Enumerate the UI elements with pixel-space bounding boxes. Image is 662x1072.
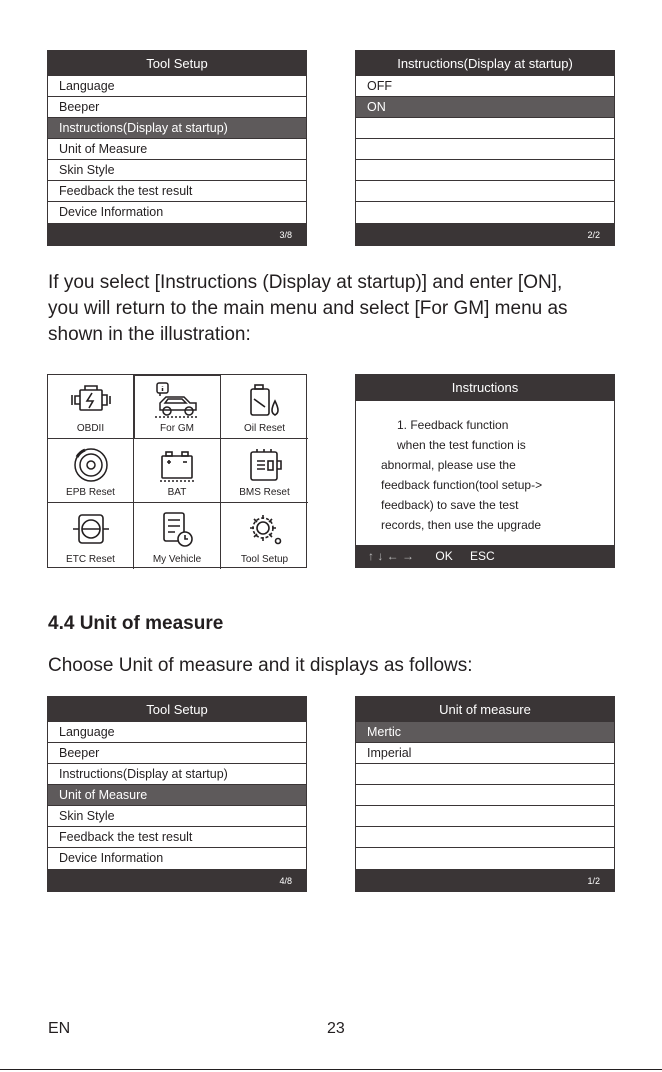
menu-item-language[interactable]: Language bbox=[48, 722, 306, 743]
empty-row bbox=[356, 139, 614, 160]
main-menu-grid bbox=[47, 374, 307, 568]
option-off[interactable]: OFF bbox=[356, 76, 614, 97]
menu-tile-tool-setup[interactable] bbox=[221, 503, 308, 569]
menu-tile-bms-reset[interactable] bbox=[221, 439, 308, 503]
menu-item-feedback[interactable]: Feedback the test result bbox=[48, 181, 306, 202]
tile-label: BAT bbox=[167, 487, 187, 498]
instructions-footer bbox=[356, 545, 614, 567]
tile-label: For GM bbox=[160, 423, 194, 434]
menu-tile-obdii[interactable] bbox=[48, 375, 134, 439]
footer-divider bbox=[0, 1069, 662, 1070]
menu-item-device-information[interactable]: Device Information bbox=[48, 202, 306, 223]
menu-item-skin-style[interactable]: Skin Style bbox=[48, 160, 306, 181]
page-indicator: 3/8 bbox=[48, 223, 306, 245]
section-heading: 4.4 Unit of measure bbox=[48, 613, 224, 634]
description-paragraph bbox=[48, 270, 618, 348]
empty-row bbox=[356, 202, 614, 223]
menu-item-feedback[interactable]: Feedback the test result bbox=[48, 827, 306, 848]
screen-title: Tool Setup bbox=[48, 51, 306, 76]
menu-tile-etc-reset[interactable] bbox=[48, 503, 134, 569]
menu-tile-oil-reset[interactable] bbox=[221, 375, 308, 439]
empty-row bbox=[356, 848, 614, 869]
tile-label: EPB Reset bbox=[66, 487, 115, 498]
tool-setup-screen-2 bbox=[47, 696, 307, 892]
instructions-screen bbox=[355, 374, 615, 568]
screen-title: Instructions bbox=[356, 375, 614, 400]
menu-item-beeper[interactable]: Beeper bbox=[48, 97, 306, 118]
menu-tile-epb-reset[interactable] bbox=[48, 439, 134, 503]
empty-row bbox=[356, 785, 614, 806]
menu-tile-for-gm[interactable] bbox=[134, 375, 221, 439]
instructions-line: records, then use the upgrade bbox=[381, 518, 542, 532]
instructions-line: when the test function is bbox=[397, 438, 526, 452]
gear-icon bbox=[245, 511, 285, 547]
tile-label: OBDII bbox=[76, 423, 105, 434]
option-metric[interactable]: Mertic bbox=[356, 722, 614, 743]
screen-title: Unit of measure bbox=[356, 697, 614, 722]
empty-row bbox=[356, 764, 614, 785]
bms-icon bbox=[245, 447, 285, 483]
menu-item-beeper[interactable]: Beeper bbox=[48, 743, 306, 764]
empty-row bbox=[356, 806, 614, 827]
instructions-line: abnormal, please use the bbox=[381, 458, 516, 472]
language-label: EN bbox=[48, 1020, 71, 1037]
empty-row bbox=[356, 827, 614, 848]
tool-setup-screen-1 bbox=[47, 50, 307, 246]
option-imperial[interactable]: Imperial bbox=[356, 743, 614, 764]
paragraph-line: you will return to the main menu and select [For GM] menu as bbox=[48, 298, 568, 319]
battery-icon bbox=[157, 447, 197, 483]
tile-label: Tool Setup bbox=[240, 554, 289, 565]
throttle-icon bbox=[71, 511, 111, 547]
empty-row bbox=[356, 118, 614, 139]
instructions-line: 1. Feedback function bbox=[397, 418, 509, 432]
tile-label: ETC Reset bbox=[66, 554, 115, 565]
menu-item-unit-of-measure[interactable]: Unit of Measure bbox=[48, 785, 306, 806]
tile-label: My Vehicle bbox=[152, 554, 202, 565]
menu-item-language[interactable]: Language bbox=[48, 76, 306, 97]
unit-of-measure-screen bbox=[355, 696, 615, 892]
menu-item-instructions[interactable]: Instructions(Display at startup) bbox=[48, 764, 306, 785]
tile-label: Oil Reset bbox=[243, 423, 286, 434]
engine-icon bbox=[69, 383, 113, 417]
menu-tile-bat[interactable] bbox=[134, 439, 221, 503]
paragraph-line: shown in the illustration: bbox=[48, 324, 251, 345]
instructions-setting-screen bbox=[355, 50, 615, 246]
instructions-body bbox=[356, 400, 614, 546]
menu-tile-my-vehicle[interactable] bbox=[134, 503, 221, 569]
screen-title: Tool Setup bbox=[48, 697, 306, 722]
tile-label: BMS Reset bbox=[239, 487, 290, 498]
esc-button[interactable]: ESC bbox=[470, 549, 495, 563]
screen-title: Instructions(Display at startup) bbox=[356, 51, 614, 76]
section-paragraph: Choose Unit of measure and it displays as follows: bbox=[48, 655, 473, 676]
brake-disc-icon bbox=[71, 447, 111, 483]
oil-can-icon bbox=[245, 383, 285, 421]
empty-row bbox=[356, 181, 614, 202]
page-indicator: 2/2 bbox=[356, 223, 614, 245]
menu-item-unit-of-measure[interactable]: Unit of Measure bbox=[48, 139, 306, 160]
option-on[interactable]: ON bbox=[356, 97, 614, 118]
menu-item-skin-style[interactable]: Skin Style bbox=[48, 806, 306, 827]
ok-button[interactable]: OK bbox=[435, 549, 453, 563]
instructions-line: feedback function(tool setup-> bbox=[381, 478, 543, 492]
page-indicator: 1/2 bbox=[356, 869, 614, 891]
paragraph-line: If you select [Instructions (Display at startup)] and enter [ON], bbox=[48, 272, 563, 293]
vehicle-list-icon bbox=[157, 511, 197, 549]
instructions-line: feedback) to save the test bbox=[381, 498, 519, 512]
menu-item-instructions[interactable]: Instructions(Display at startup) bbox=[48, 118, 306, 139]
page-indicator: 4/8 bbox=[48, 869, 306, 891]
menu-item-device-information[interactable]: Device Information bbox=[48, 848, 306, 869]
empty-row bbox=[356, 160, 614, 181]
car-info-icon bbox=[152, 381, 202, 419]
page-number: 23 bbox=[327, 1020, 345, 1037]
arrow-keys-icon: ↑ ↓ ← → bbox=[368, 549, 415, 563]
